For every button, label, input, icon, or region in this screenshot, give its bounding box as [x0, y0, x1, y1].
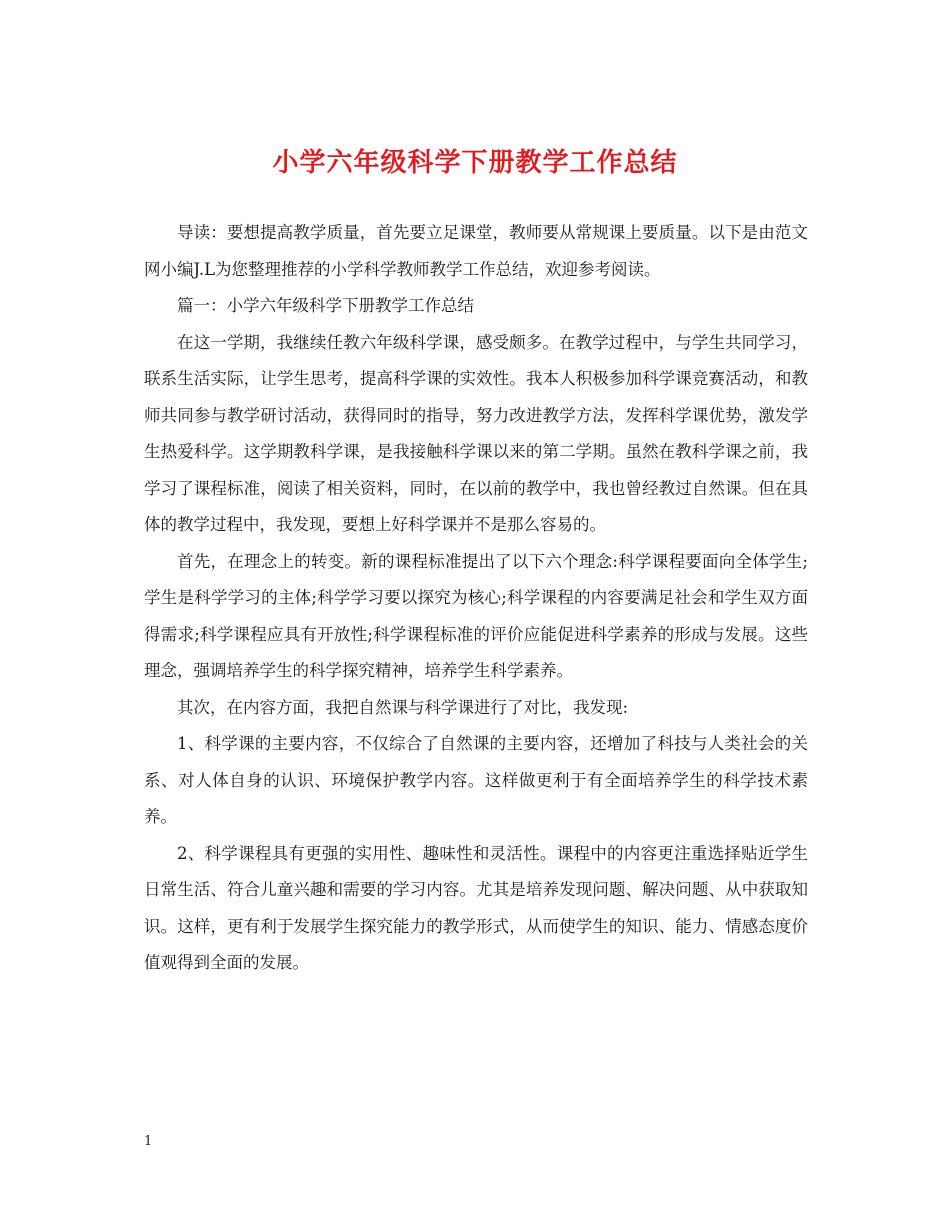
paragraph-point-1: 1、科学课的主要内容，不仅综合了自然课的主要内容，还增加了科技与人类社会的关系、对人体自身的认识、环境保护教学内容。这样做更利于有全面培养学生的科学技术素养。 — [144, 734, 808, 826]
paragraph-point-2: 2、科学课程具有更强的实用性、趣味性和灵活性。课程中的内容更注重选择贴近学生日常生活、符合儿童兴趣和需要的学习内容。尤其是培养发现问题、解决问题、从中获取知识。这样，更有利于发展学生探究能力的教学形式，从而使学生的知识、能力、情感态度价值观得到全面的发展。 — [144, 843, 808, 972]
paragraph-content-comparison: 其次，在内容方面，我把自然课与科学课进行了对比，我发现: — [177, 697, 629, 717]
paragraph-intro: 导读：要想提高教学质量，首先要立足课堂，教师要从常规课上要质量。以下是由范文网小编J.L为您整理推荐的小学科学教师教学工作总结，欢迎参考阅读。 — [144, 223, 808, 279]
document-title: 小学六年级科学下册教学工作总结 — [272, 148, 678, 178]
document-body — [144, 215, 808, 982]
paragraph-concepts: 首先，在理念上的转变。新的课程标准提出了以下六个理念:科学课程要面向全体学生;学生是科学学习的主体;科学学习要以探究为核心;科学课程的内容要满足社会和学生双方面得需求;科学课程应具有开放性;科学课程标准的评价应能促进科学素养的形成与发展。这些理念，强调培养学生的科学探究精神，培养学生科学素养。 — [144, 551, 808, 680]
page-number: 1 — [144, 1134, 153, 1149]
paragraph-overview: 在这一学期，我继续任教六年级科学课，感受颇多。在教学过程中，与学生共同学习，联系生活实际，让学生思考，提高科学课的实效性。我本人积极参加科学课竞赛活动，和教师共同参与教学研讨活动，获得同时的指导，努力改进教学方法，发挥科学课优势，激发学生热爱科学。这学期教科学课，是我接触科学课以来的第二学期。虽然在教科学课之前，我学习了课程标准，阅读了相关资料，同时，在以前的教学中，我也曾经教过自然课。但在具体的教学过程中，我发现，要想上好科学课并不是那么容易的。 — [144, 332, 808, 534]
paragraph-section-heading: 篇一：小学六年级科学下册教学工作总结 — [177, 296, 474, 315]
